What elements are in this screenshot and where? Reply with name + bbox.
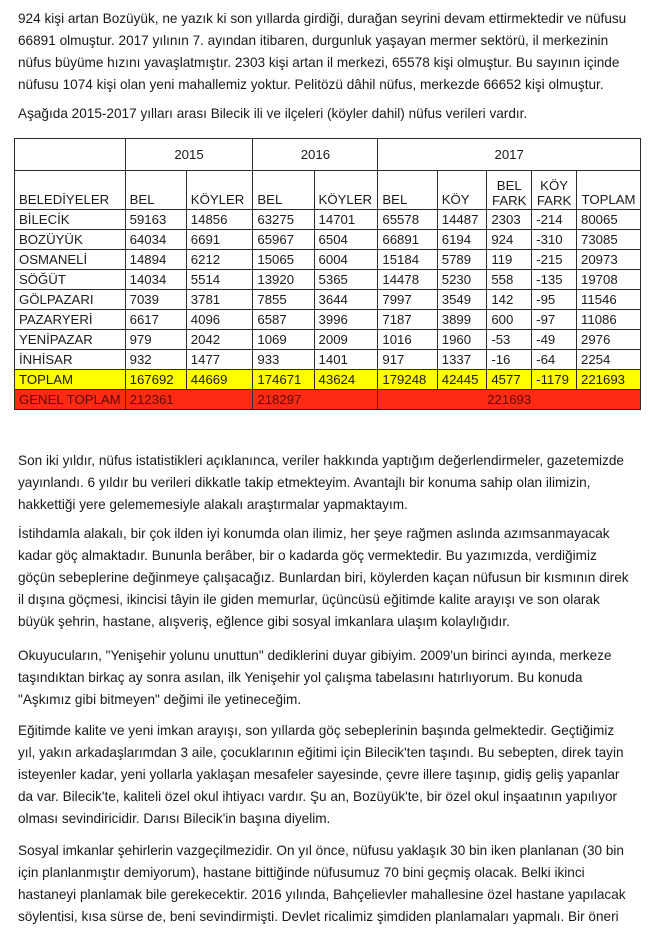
total-bel2015: 167692 — [125, 370, 186, 390]
table-cell-bel2016: 13920 — [253, 270, 314, 290]
intro-paragraph-2: Aşağıda 2015-2017 yılları arası Bilecik ili ve ilçeleri (köyler dahil) nüfus verileri vardır. — [18, 106, 528, 121]
header-empty-cell — [15, 139, 126, 171]
table-cell-bel2017: 7997 — [378, 290, 437, 310]
table-cell-koyfark: -97 — [532, 310, 577, 330]
body-paragraph-4: Eğitimde kalite ve yeni imkan arayışı, son yıllarda göç sebeplerinin başında gelmektedir. Geçtiğimiz yıl, yakın arkadaşlarımdan 3 aile, çocuklarının eğitimi için Bilecik'ten taşındı. Bu sebepten, direk tayin isteyenler kadar, yeni yollarla yaklaşan mesafeler sayesinde, çevre illere taşınıp, gidiş geliş yapanlar da var. Bilecik'te, kaliteli özel okul ihtiyacı vardır. Şu an, Bozüyük'te, bir özel okul inşaatının yapılıyor olması sevindiricidir. Darısı Bilecik'in başına diyelim. — [18, 723, 624, 826]
table-cell-bel2016: 15065 — [253, 250, 314, 270]
table-cell-koy2015: 1477 — [186, 350, 253, 370]
body-paragraph-3: Okuyucuların, "Yenişehir yolunu unuttun" dediklerini duyar gibiyim. 2009'un birinci ayında, merkeze taşındıktan birkaç ay sonra asılan, ilk Yenişehir yol çalışma tabelasını hatırlıyorum. Bu konuda "Aşkımız gibi bitmeyen" değimi ile yetineceğim. — [18, 648, 612, 707]
table-cell-bel2017: 7187 — [378, 310, 437, 330]
table-cell-bel2015: 6617 — [125, 310, 186, 330]
table-cell-name: OSMANELİ — [15, 250, 126, 270]
total-row — [15, 370, 641, 390]
table-row — [15, 250, 641, 270]
col-header-bel-2016: BEL — [253, 171, 314, 210]
total-toplam: 221693 — [577, 370, 641, 390]
table-cell-koy2015: 3781 — [186, 290, 253, 310]
total-koy2017: 42445 — [437, 370, 487, 390]
total-bel2016: 174671 — [253, 370, 314, 390]
table-cell-bel2017: 15184 — [378, 250, 437, 270]
table-cell-koy2016: 1401 — [314, 350, 378, 370]
table-cell-belfark: -16 — [487, 350, 532, 370]
table-cell-bel2017: 66891 — [378, 230, 437, 250]
table-cell-koy2017: 6194 — [437, 230, 487, 250]
total-bel2017: 179248 — [378, 370, 437, 390]
table-cell-koyfark: -215 — [532, 250, 577, 270]
table-cell-koyfark: -310 — [532, 230, 577, 250]
table-cell-name: SÖĞÜT — [15, 270, 126, 290]
col-header-bel-fark-line1: BEL — [496, 178, 522, 193]
col-header-koyler-2015: KÖYLER — [186, 171, 253, 210]
table-cell-koy2015: 6691 — [186, 230, 253, 250]
table-cell-koyfark: -95 — [532, 290, 577, 310]
table-cell-bel2016: 63275 — [253, 210, 314, 230]
table-cell-bel2017: 917 — [378, 350, 437, 370]
table-cell-name: YENİPAZAR — [15, 330, 126, 350]
table-cell-belfark: -53 — [487, 330, 532, 350]
table-cell-koy2017: 14487 — [437, 210, 487, 230]
table-cell-koy2015: 4096 — [186, 310, 253, 330]
table-row — [15, 350, 641, 370]
table-cell-koy2016: 3644 — [314, 290, 378, 310]
table-cell-koyfark: -49 — [532, 330, 577, 350]
table-row — [15, 290, 641, 310]
table-cell-bel2015: 14894 — [125, 250, 186, 270]
table-cell-koyfark: -64 — [532, 350, 577, 370]
grand-total-row — [15, 390, 641, 410]
body-paragraph-5: Sosyal imkanlar şehirlerin vazgeçilmezidir. On yıl önce, nüfusu yaklaşık 30 bin iken planlanan (30 bin için planlanmıştır demiyorum), hastane bittiğinde nüfusumuz 70 bini geçmiş olacak. Belki ikinci hastaneyi planlamak bile gerekecektir. 2016 yılında, Bahçelievler mahallesine özel hastane yapılacak söylentisi, kısa sürse de, beni sevindirmişti. Devlet ricalimiz şimdiden planlamaları yapmalı. Bir öneri — [18, 843, 626, 924]
table-cell-bel2015: 59163 — [125, 210, 186, 230]
table-cell-toplam: 11086 — [577, 310, 641, 330]
total-koy2015: 44669 — [186, 370, 253, 390]
col-header-koy-fark-line2: FARK — [536, 193, 572, 208]
col-header-belediyeler: BELEDİYELER — [15, 171, 126, 210]
table-cell-bel2016: 1069 — [253, 330, 314, 350]
table-cell-belfark: 142 — [487, 290, 532, 310]
col-header-koy-fark — [532, 171, 577, 210]
table-row — [15, 230, 641, 250]
table-row — [15, 310, 641, 330]
table-cell-belfark: 924 — [487, 230, 532, 250]
table-cell-name: PAZARYERİ — [15, 310, 126, 330]
table-cell-koy2015: 6212 — [186, 250, 253, 270]
col-header-bel-2017: BEL — [378, 171, 437, 210]
table-cell-name: İNHİSAR — [15, 350, 126, 370]
grand-total-name: GENEL TOPLAM — [15, 390, 126, 410]
table-cell-bel2017: 1016 — [378, 330, 437, 350]
table-cell-name: BİLECİK — [15, 210, 126, 230]
table-row — [15, 210, 641, 230]
total-koy2016: 43624 — [314, 370, 378, 390]
table-cell-toplam: 11546 — [577, 290, 641, 310]
table-cell-koy2017: 3549 — [437, 290, 487, 310]
table-cell-toplam: 2976 — [577, 330, 641, 350]
table-cell-koy2017: 1337 — [437, 350, 487, 370]
table-cell-belfark: 119 — [487, 250, 532, 270]
table-cell-bel2016: 65967 — [253, 230, 314, 250]
table-cell-bel2015: 64034 — [125, 230, 186, 250]
table-cell-toplam: 73085 — [577, 230, 641, 250]
grand-total-2017: 221693 — [378, 390, 641, 410]
col-header-bel-fark — [487, 171, 532, 210]
table-cell-bel2017: 65578 — [378, 210, 437, 230]
year-2017-header: 2017 — [378, 139, 641, 171]
table-row — [15, 270, 641, 290]
table-cell-belfark: 2303 — [487, 210, 532, 230]
table-cell-koy2015: 5514 — [186, 270, 253, 290]
table-cell-name: BOZÜYÜK — [15, 230, 126, 250]
table-cell-koy2015: 2042 — [186, 330, 253, 350]
total-belfark: 4577 — [487, 370, 532, 390]
table-cell-bel2015: 7039 — [125, 290, 186, 310]
table-cell-bel2016: 933 — [253, 350, 314, 370]
table-cell-bel2016: 7855 — [253, 290, 314, 310]
table-cell-toplam: 19708 — [577, 270, 641, 290]
table-cell-toplam: 20973 — [577, 250, 641, 270]
table-cell-name: GÖLPAZARI — [15, 290, 126, 310]
table-cell-toplam: 2254 — [577, 350, 641, 370]
table-cell-bel2016: 6587 — [253, 310, 314, 330]
total-name: TOPLAM — [15, 370, 126, 390]
table-cell-koy2017: 1960 — [437, 330, 487, 350]
year-2016-header: 2016 — [253, 139, 378, 171]
grand-total-2015: 212361 — [125, 390, 253, 410]
table-cell-koy2016: 2009 — [314, 330, 378, 350]
table-cell-bel2017: 14478 — [378, 270, 437, 290]
table-cell-toplam: 80065 — [577, 210, 641, 230]
table-cell-bel2015: 932 — [125, 350, 186, 370]
table-cell-koy2016: 5365 — [314, 270, 378, 290]
grand-total-2016: 218297 — [253, 390, 378, 410]
year-2015-header: 2015 — [125, 139, 253, 171]
table-year-header-row — [15, 139, 641, 171]
table-cell-koy2017: 5789 — [437, 250, 487, 270]
table-body — [15, 210, 641, 370]
col-header-koy-2017: KÖY — [437, 171, 487, 210]
table-column-header-row — [15, 171, 641, 210]
table-cell-belfark: 600 — [487, 310, 532, 330]
total-koyfark: -1179 — [532, 370, 577, 390]
body-paragraph-2: İstihdamla alakalı, bir çok ilden iyi konumda olan ilimiz, her şeye rağmen aslında azımsanmayacak kadar göç almaktadır. Bununla berâber, bir o kadarda göç vermektedir. Bu yazımızda, verdiğimiz göçün sebeplerine değinmeye çalışacağız. Bunlardan biri, köylerden kaçan nüfusun bir kısmının direk il dışına göçmesi, ikincisi tâyin ile giden memurlar, üçüncüsü eğitimde kalite arayışı ve son olarak büyük şehrin, hastane, alışveriş, eğlence gibi sosyal imkanlara ulaşım kolaylığıdır. — [18, 526, 629, 629]
intro-paragraph-1: 924 kişi artan Bozüyük, ne yazık ki son yıllarda girdiği, durağan seyrini devam ettirmektedir ve nüfusu 66891 olmuştur. 2017 yılının 7. ayından itibaren, durgunluk yaşayan mermer sektörü, il merkezinin nüfus büyüme hızını yavaşlatmıştır. 2303 kişi artan il merkezi, 65578 kişi olmuştur. Bu sayının içinde nüfusu 1074 kişi olan yeni mahallemiz yoktur. Pelitözü dâhil nüfus, merkezde 66652 kişi olmuştur. — [18, 11, 627, 92]
population-table — [14, 138, 641, 410]
table-cell-koyfark: -135 — [532, 270, 577, 290]
table-cell-koy2017: 5230 — [437, 270, 487, 290]
table-cell-koy2016: 3996 — [314, 310, 378, 330]
table-cell-koy2017: 3899 — [437, 310, 487, 330]
col-header-bel-fark-line2: FARK — [492, 193, 527, 208]
table-cell-koy2015: 14856 — [186, 210, 253, 230]
table-cell-koy2016: 6504 — [314, 230, 378, 250]
table-cell-koy2016: 6004 — [314, 250, 378, 270]
table-cell-koyfark: -214 — [532, 210, 577, 230]
col-header-koy-fark-line1: KÖY — [540, 178, 569, 193]
table-cell-koy2016: 14701 — [314, 210, 378, 230]
col-header-koyler-2016: KÖYLER — [314, 171, 378, 210]
body-paragraph-1: Son iki yıldır, nüfus istatistikleri açıklanınca, veriler hakkında yaptığım değerlendirmeler, gazetemizde yayınlandı. 6 yıldır bu verileri dikkatle takip etmekteyim. Avantajlı bir konuma sahip olan ilimizin, hakkettiği yere gelememesiyle alakalı araştırmalar yapmaktayım. — [18, 453, 624, 512]
table-cell-belfark: 558 — [487, 270, 532, 290]
table-cell-bel2015: 14034 — [125, 270, 186, 290]
col-header-toplam: TOPLAM — [577, 171, 641, 210]
col-header-bel-2015: BEL — [125, 171, 186, 210]
table-cell-bel2015: 979 — [125, 330, 186, 350]
table-row — [15, 330, 641, 350]
